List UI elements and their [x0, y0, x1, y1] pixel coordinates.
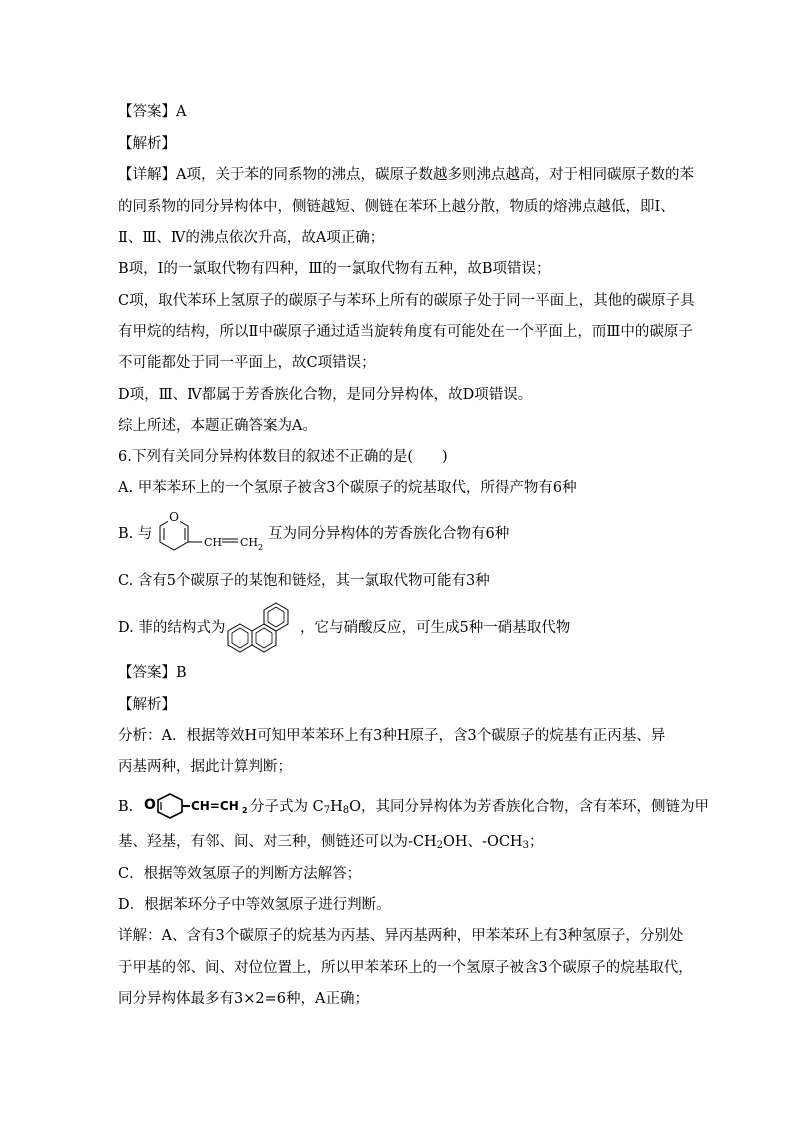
- text-line: 基、羟基，有邻、间、对三种，侧链还可以为$-CH_2OH$、$-OCH_3$；: [118, 834, 544, 851]
- pyran-o-label: O: [169, 510, 179, 524]
- option-b: [118, 524, 152, 544]
- text-line: C．根据等效氢原子的判断方法解答；: [118, 866, 362, 882]
- text-line: 同分异构体最多有3×2=6种，A正确；: [118, 991, 369, 1007]
- question-stem: 6.下列有关同分异构体数目的叙述不正确的是( ): [118, 449, 448, 465]
- text-line: 详解：A、含有3个碳原子的烷基为丙基、异丙基两种，甲苯苯环上有3种氢原子，分别处: [118, 928, 684, 944]
- vinyl-pyran-inline-icon: [142, 788, 250, 820]
- text-line: 综上所述，本题正确答案为A。: [118, 418, 317, 434]
- option-d-prefix: D. 菲的结构式为: [118, 620, 226, 636]
- text-line: C项，取代苯环上氢原子的碳原子与苯环上所有的碳原子处于同一平面上，其他的碳原子具: [118, 293, 695, 309]
- option-c: C. 含有5个碳原子的某饱和链烃，其一氯取代物可能有3种: [118, 573, 490, 589]
- pyran-ch2-sub: 2: [258, 543, 264, 552]
- analysis-b-formula: 分子式为 $C_7H_8O$，其同分异构体为芳香族化合物，含有苯环，侧链为甲: [250, 799, 710, 816]
- answer-label-1: 【答案】A: [118, 104, 187, 120]
- text-line: B项，Ⅰ的一氯取代物有四种，Ⅲ的一氯取代物有五种，故B项错误；: [118, 261, 551, 277]
- pyran-ch-label: CH: [204, 536, 223, 549]
- text-line: 的同系物的同分异构体中，侧链越短、侧链在苯环上越分散，物质的熔沸点越低，即Ⅰ、: [118, 199, 675, 215]
- analysis-b-line: [118, 797, 143, 817]
- inline-o-label: O: [144, 797, 156, 813]
- option-a: A. 甲苯苯环上的一个氢原子被含3个碳原子的烷基取代，所得产物有6种: [118, 480, 577, 496]
- text-line: 不可能都处于同一平面上，故C项错误；: [118, 355, 376, 371]
- text-line: D．根据苯环分子中等效氢原子进行判断。: [118, 897, 391, 913]
- text-line: 【详解】A项，关于苯的同系物的沸点，碳原子数越多则沸点越高，对于相同碳原子数的苯: [118, 167, 694, 183]
- text-line: 分析：A．根据等效H可知甲苯苯环上有3种H原子，含3个碳原子的烷基有正丙基、异: [118, 728, 666, 744]
- inline-chain-sub: 2: [242, 806, 248, 815]
- analysis-b-prefix: B．: [118, 799, 144, 815]
- analysis-label-1: 【解析】: [118, 136, 176, 152]
- pyran-ch2-label: CH: [240, 536, 259, 549]
- option-b-prefix: B. 与: [118, 526, 153, 542]
- analysis-label-2: 【解析】: [118, 697, 176, 713]
- answer-label-2: 【答案】B: [118, 665, 187, 681]
- text-line: Ⅱ、Ⅲ、Ⅳ的沸点依次升高，故A项正确；: [118, 230, 385, 246]
- phenanthrene-structure-icon: [226, 598, 302, 654]
- inline-chain-label: CH=CH: [191, 799, 239, 813]
- text-line: 有甲烷的结构，所以Ⅱ中碳原子通过适当旋转角度有可能处在一个平面上，而Ⅲ中的碳原子: [118, 324, 693, 340]
- text-line: D项，Ⅲ、Ⅳ都属于芳香族化合物，是同分异构体，故D项错误。: [118, 387, 533, 403]
- option-b-suffix: 互为同分异构体的芳香族化合物有6种: [268, 526, 510, 542]
- option-d-suffix: ，它与硝酸反应，可生成5种一硝基取代物: [300, 620, 571, 636]
- text-line: 于甲基的邻、间、对位位置上，所以甲苯苯环上的一个氢原子被含3个碳原子的烷基取代，: [118, 960, 693, 976]
- text-line: 丙基两种，据此计算判断；: [118, 759, 292, 775]
- pyran-vinyl-structure-icon: [150, 506, 270, 556]
